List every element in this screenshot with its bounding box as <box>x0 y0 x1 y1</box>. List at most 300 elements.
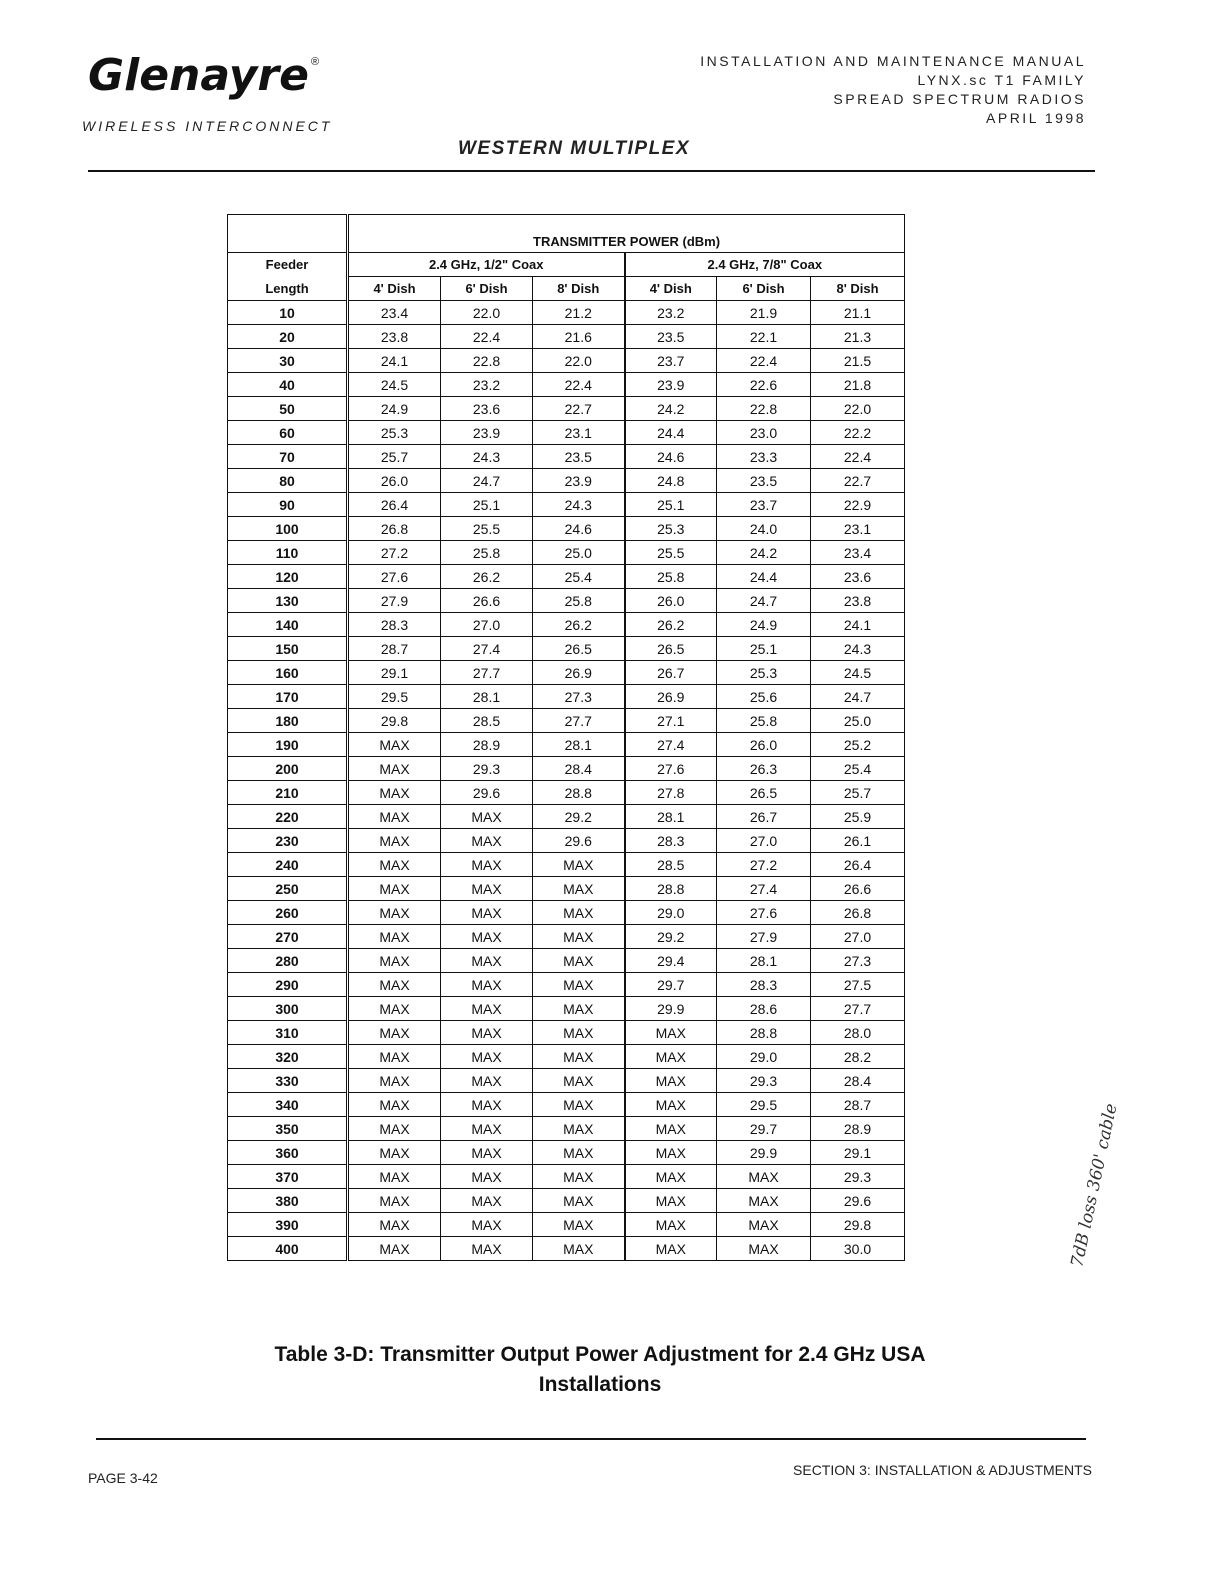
company-name: WESTERN MULTIPLEX <box>458 138 691 159</box>
power-value-cell: 27.6 <box>717 901 811 925</box>
power-value-cell: MAX <box>348 1069 441 1093</box>
power-value-cell: 28.3 <box>717 973 811 997</box>
table-row <box>228 949 905 973</box>
feeder-length-cell: 270 <box>228 925 348 949</box>
logo-tagline: WIRELESS INTERCONNECT <box>82 118 333 134</box>
dish-header: 4' Dish <box>625 277 717 301</box>
power-value-cell: 23.2 <box>441 373 533 397</box>
table-row <box>228 829 905 853</box>
power-value-cell: 28.8 <box>625 877 717 901</box>
power-value-cell: 27.8 <box>625 781 717 805</box>
power-value-cell: 28.7 <box>348 637 441 661</box>
power-value-cell: MAX <box>348 925 441 949</box>
table-row <box>228 1165 905 1189</box>
power-value-cell: 29.1 <box>811 1141 905 1165</box>
power-value-cell: 27.4 <box>717 877 811 901</box>
table-row <box>228 301 905 325</box>
dish-header-row <box>228 277 905 301</box>
table-row <box>228 1141 905 1165</box>
power-value-cell: 27.3 <box>811 949 905 973</box>
power-value-cell: 22.2 <box>811 421 905 445</box>
logo-wordmark: Glenayre <box>88 50 309 101</box>
power-value-cell: 28.5 <box>625 853 717 877</box>
power-value-cell: 26.9 <box>533 661 625 685</box>
power-value-cell: 28.4 <box>811 1069 905 1093</box>
power-value-cell: MAX <box>348 901 441 925</box>
dish-header: 4' Dish <box>348 277 441 301</box>
group-header-row <box>228 253 905 277</box>
power-value-cell: MAX <box>533 1069 625 1093</box>
power-value-cell: MAX <box>348 997 441 1021</box>
table-row <box>228 781 905 805</box>
power-value-cell: MAX <box>348 1237 441 1261</box>
power-value-cell: 28.8 <box>533 781 625 805</box>
table-row <box>228 661 905 685</box>
feeder-length-cell: 300 <box>228 997 348 1021</box>
dish-header: 6' Dish <box>441 277 533 301</box>
power-value-cell: 24.2 <box>717 541 811 565</box>
power-value-cell: 23.7 <box>717 493 811 517</box>
feeder-length-cell: 290 <box>228 973 348 997</box>
power-value-cell: MAX <box>717 1165 811 1189</box>
power-value-cell: MAX <box>717 1213 811 1237</box>
table-row <box>228 1189 905 1213</box>
power-value-cell: MAX <box>441 949 533 973</box>
power-value-cell: 26.3 <box>717 757 811 781</box>
group-header-7-8-inch: 2.4 GHz, 7/8" Coax <box>625 253 905 277</box>
power-value-cell: MAX <box>441 853 533 877</box>
power-value-cell: MAX <box>348 877 441 901</box>
power-value-cell: MAX <box>625 1093 717 1117</box>
power-value-cell: 27.3 <box>533 685 625 709</box>
power-value-cell: 26.2 <box>533 613 625 637</box>
feeder-length-cell: 100 <box>228 517 348 541</box>
power-value-cell: 23.9 <box>533 469 625 493</box>
table-row <box>228 1213 905 1237</box>
feeder-length-cell: 390 <box>228 1213 348 1237</box>
power-value-cell: MAX <box>441 1141 533 1165</box>
power-value-cell: 29.9 <box>717 1141 811 1165</box>
page-number: PAGE 3-42 <box>88 1470 158 1486</box>
power-value-cell: 25.7 <box>348 445 441 469</box>
power-value-cell: 23.0 <box>717 421 811 445</box>
feeder-header: Feeder <box>228 253 348 277</box>
power-value-cell: 21.2 <box>533 301 625 325</box>
power-value-cell: MAX <box>625 1117 717 1141</box>
power-value-cell: MAX <box>717 1237 811 1261</box>
power-value-cell: 29.6 <box>811 1189 905 1213</box>
table-row <box>228 877 905 901</box>
table-row <box>228 1237 905 1261</box>
table-row <box>228 397 905 421</box>
power-value-cell: 28.1 <box>441 685 533 709</box>
table-row <box>228 589 905 613</box>
power-value-cell: 23.8 <box>348 325 441 349</box>
power-value-cell: 25.8 <box>441 541 533 565</box>
power-value-cell: 23.8 <box>811 589 905 613</box>
power-value-cell: 22.4 <box>533 373 625 397</box>
power-value-cell: MAX <box>625 1069 717 1093</box>
table-row <box>228 565 905 589</box>
power-value-cell: 29.4 <box>625 949 717 973</box>
power-value-cell: MAX <box>441 997 533 1021</box>
power-value-cell: MAX <box>533 949 625 973</box>
table-caption <box>200 1340 1000 1400</box>
power-value-cell: 28.4 <box>533 757 625 781</box>
power-value-cell: MAX <box>533 1165 625 1189</box>
table-row <box>228 493 905 517</box>
feeder-length-cell: 180 <box>228 709 348 733</box>
power-value-cell: 29.2 <box>625 925 717 949</box>
power-value-cell: 29.0 <box>717 1045 811 1069</box>
power-value-cell: MAX <box>348 733 441 757</box>
feeder-length-cell: 210 <box>228 781 348 805</box>
power-value-cell: MAX <box>533 877 625 901</box>
corner-cell <box>228 215 348 253</box>
power-value-cell: MAX <box>533 1093 625 1117</box>
power-value-cell: 25.8 <box>625 565 717 589</box>
power-value-cell: MAX <box>441 973 533 997</box>
feeder-length-cell: 360 <box>228 1141 348 1165</box>
power-value-cell: MAX <box>348 973 441 997</box>
power-value-cell: 26.2 <box>625 613 717 637</box>
table-row <box>228 469 905 493</box>
power-value-cell: MAX <box>441 1165 533 1189</box>
table-row <box>228 901 905 925</box>
power-value-cell: 21.8 <box>811 373 905 397</box>
power-value-cell: MAX <box>348 1141 441 1165</box>
power-value-cell: 26.0 <box>348 469 441 493</box>
table-row <box>228 925 905 949</box>
section-label: SECTION 3: INSTALLATION & ADJUSTMENTS <box>793 1462 1092 1478</box>
power-value-cell: 22.4 <box>441 325 533 349</box>
power-value-cell: 22.4 <box>717 349 811 373</box>
power-value-cell: MAX <box>441 1189 533 1213</box>
power-value-cell: MAX <box>348 1045 441 1069</box>
power-value-cell: 28.8 <box>717 1021 811 1045</box>
power-value-cell: 28.1 <box>717 949 811 973</box>
power-value-cell: 24.3 <box>811 637 905 661</box>
power-value-cell: 24.9 <box>348 397 441 421</box>
power-value-cell: MAX <box>533 925 625 949</box>
feeder-length-cell: 350 <box>228 1117 348 1141</box>
power-value-cell: 27.9 <box>717 925 811 949</box>
feeder-length-cell: 50 <box>228 397 348 421</box>
power-value-cell: 29.3 <box>717 1069 811 1093</box>
feeder-length-cell: 80 <box>228 469 348 493</box>
manual-line: SPREAD SPECTRUM RADIOS <box>833 91 1086 107</box>
power-value-cell: 27.6 <box>625 757 717 781</box>
power-value-cell: 24.6 <box>625 445 717 469</box>
power-value-cell: 24.9 <box>717 613 811 637</box>
power-value-cell: 22.1 <box>717 325 811 349</box>
power-value-cell: 23.9 <box>625 373 717 397</box>
header-divider <box>88 170 1095 172</box>
power-value-cell: 27.9 <box>348 589 441 613</box>
power-value-cell: 26.5 <box>717 781 811 805</box>
power-value-cell: 21.6 <box>533 325 625 349</box>
power-value-cell: MAX <box>625 1165 717 1189</box>
power-value-cell: 23.4 <box>348 301 441 325</box>
table-row <box>228 997 905 1021</box>
power-value-cell: 25.4 <box>811 757 905 781</box>
power-value-cell: 23.6 <box>811 565 905 589</box>
feeder-length-cell: 230 <box>228 829 348 853</box>
power-value-cell: 24.7 <box>717 589 811 613</box>
power-value-cell: MAX <box>533 973 625 997</box>
table-row <box>228 325 905 349</box>
table-row <box>228 637 905 661</box>
power-value-cell: MAX <box>533 1141 625 1165</box>
power-value-cell: 28.0 <box>811 1021 905 1045</box>
power-value-cell: 21.5 <box>811 349 905 373</box>
power-value-cell: 29.3 <box>811 1165 905 1189</box>
table-row <box>228 853 905 877</box>
power-value-cell: 26.4 <box>348 493 441 517</box>
power-value-cell: 22.7 <box>533 397 625 421</box>
power-value-cell: 22.8 <box>441 349 533 373</box>
handwritten-annotation <box>1020 1090 1122 1280</box>
power-value-cell: MAX <box>533 1213 625 1237</box>
table-title-row <box>228 215 905 253</box>
feeder-length-cell: 250 <box>228 877 348 901</box>
power-value-cell: 26.2 <box>441 565 533 589</box>
power-value-cell: 26.0 <box>625 589 717 613</box>
table-row <box>228 805 905 829</box>
power-value-cell: 22.0 <box>811 397 905 421</box>
feeder-length-cell: 20 <box>228 325 348 349</box>
feeder-length-cell: 220 <box>228 805 348 829</box>
feeder-length-cell: 170 <box>228 685 348 709</box>
dish-header: 6' Dish <box>717 277 811 301</box>
feeder-length-cell: 190 <box>228 733 348 757</box>
power-value-cell: MAX <box>533 997 625 1021</box>
power-value-cell: 25.5 <box>625 541 717 565</box>
power-value-cell: 27.2 <box>717 853 811 877</box>
feeder-length-cell: 160 <box>228 661 348 685</box>
power-value-cell: MAX <box>625 1141 717 1165</box>
power-value-cell: MAX <box>348 781 441 805</box>
power-value-cell: 22.9 <box>811 493 905 517</box>
power-value-cell: MAX <box>717 1189 811 1213</box>
power-value-cell: 29.8 <box>348 709 441 733</box>
feeder-length-cell: 320 <box>228 1045 348 1069</box>
power-value-cell: 24.4 <box>625 421 717 445</box>
feeder-length-cell: 150 <box>228 637 348 661</box>
power-value-cell: 24.7 <box>811 685 905 709</box>
power-value-cell: MAX <box>348 1189 441 1213</box>
power-value-cell: 26.4 <box>811 853 905 877</box>
length-header: Length <box>228 277 348 301</box>
power-table-container <box>227 214 907 1261</box>
power-value-cell: MAX <box>533 1237 625 1261</box>
power-value-cell: MAX <box>441 1045 533 1069</box>
power-value-cell: 25.1 <box>441 493 533 517</box>
power-value-cell: MAX <box>441 805 533 829</box>
power-value-cell: 29.7 <box>625 973 717 997</box>
power-value-cell: 23.5 <box>717 469 811 493</box>
power-value-cell: 22.0 <box>441 301 533 325</box>
power-value-cell: 25.3 <box>625 517 717 541</box>
power-value-cell: MAX <box>625 1237 717 1261</box>
table-row <box>228 1093 905 1117</box>
power-value-cell: MAX <box>533 1117 625 1141</box>
feeder-length-cell: 140 <box>228 613 348 637</box>
power-value-cell: MAX <box>441 925 533 949</box>
table-row <box>228 373 905 397</box>
feeder-length-cell: 200 <box>228 757 348 781</box>
table-row <box>228 1117 905 1141</box>
power-value-cell: 27.7 <box>441 661 533 685</box>
manual-line: APRIL 1998 <box>986 110 1086 126</box>
power-value-cell: 27.4 <box>625 733 717 757</box>
transmitter-power-table <box>227 214 905 1261</box>
table-row <box>228 517 905 541</box>
power-value-cell: 28.2 <box>811 1045 905 1069</box>
power-value-cell: MAX <box>625 1045 717 1069</box>
power-value-cell: 29.6 <box>533 829 625 853</box>
power-value-cell: 26.9 <box>625 685 717 709</box>
power-value-cell: 25.3 <box>348 421 441 445</box>
power-value-cell: 25.1 <box>717 637 811 661</box>
power-value-cell: 27.7 <box>533 709 625 733</box>
power-value-cell: 29.6 <box>441 781 533 805</box>
feeder-length-cell: 40 <box>228 373 348 397</box>
power-value-cell: 27.7 <box>811 997 905 1021</box>
power-value-cell: 24.2 <box>625 397 717 421</box>
dish-header: 8' Dish <box>533 277 625 301</box>
feeder-length-cell: 60 <box>228 421 348 445</box>
power-value-cell: MAX <box>348 805 441 829</box>
power-value-cell: 26.5 <box>625 637 717 661</box>
power-value-cell: 28.1 <box>625 805 717 829</box>
power-value-cell: 28.3 <box>625 829 717 853</box>
feeder-length-cell: 240 <box>228 853 348 877</box>
power-value-cell: 23.4 <box>811 541 905 565</box>
power-value-cell: 23.3 <box>717 445 811 469</box>
power-value-cell: 25.3 <box>717 661 811 685</box>
power-value-cell: 27.0 <box>441 613 533 637</box>
power-value-cell: 28.6 <box>717 997 811 1021</box>
power-value-cell: 25.5 <box>441 517 533 541</box>
power-value-cell: MAX <box>625 1021 717 1045</box>
power-value-cell: MAX <box>348 853 441 877</box>
power-value-cell: MAX <box>441 901 533 925</box>
table-row <box>228 613 905 637</box>
power-value-cell: 28.9 <box>811 1117 905 1141</box>
power-value-cell: 23.9 <box>441 421 533 445</box>
power-value-cell: 26.8 <box>348 517 441 541</box>
power-value-cell: 22.8 <box>717 397 811 421</box>
table-row <box>228 1021 905 1045</box>
power-value-cell: MAX <box>441 1213 533 1237</box>
power-value-cell: 24.8 <box>625 469 717 493</box>
power-value-cell: 27.1 <box>625 709 717 733</box>
power-value-cell: 24.5 <box>811 661 905 685</box>
power-value-cell: 26.0 <box>717 733 811 757</box>
power-value-cell: MAX <box>441 1093 533 1117</box>
feeder-length-cell: 110 <box>228 541 348 565</box>
feeder-length-cell: 280 <box>228 949 348 973</box>
power-value-cell: 24.1 <box>811 613 905 637</box>
power-value-cell: 25.4 <box>533 565 625 589</box>
power-value-cell: 29.7 <box>717 1117 811 1141</box>
power-value-cell: MAX <box>348 829 441 853</box>
power-value-cell: MAX <box>625 1213 717 1237</box>
power-value-cell: 24.1 <box>348 349 441 373</box>
power-value-cell: MAX <box>533 901 625 925</box>
feeder-length-cell: 380 <box>228 1189 348 1213</box>
power-value-cell: 21.9 <box>717 301 811 325</box>
table-row <box>228 709 905 733</box>
power-value-cell: 28.5 <box>441 709 533 733</box>
handwritten-note-text: 7dB loss 360' cable <box>1067 1101 1122 1270</box>
table-row <box>228 757 905 781</box>
power-value-cell: MAX <box>441 1021 533 1045</box>
feeder-length-cell: 30 <box>228 349 348 373</box>
feeder-length-cell: 310 <box>228 1021 348 1045</box>
power-value-cell: 26.7 <box>625 661 717 685</box>
power-value-cell: 25.6 <box>717 685 811 709</box>
power-value-cell: 28.9 <box>441 733 533 757</box>
power-value-cell: 25.9 <box>811 805 905 829</box>
power-value-cell: 23.1 <box>811 517 905 541</box>
power-value-cell: 29.3 <box>441 757 533 781</box>
power-value-cell: 27.0 <box>717 829 811 853</box>
company-logo <box>88 50 319 101</box>
power-value-cell: MAX <box>348 1117 441 1141</box>
power-value-cell: 27.2 <box>348 541 441 565</box>
power-value-cell: MAX <box>441 1237 533 1261</box>
power-value-cell: 25.0 <box>811 709 905 733</box>
power-value-cell: MAX <box>533 1021 625 1045</box>
power-value-cell: 24.3 <box>441 445 533 469</box>
table-body <box>228 301 905 1261</box>
power-value-cell: 23.5 <box>533 445 625 469</box>
power-value-cell: 25.8 <box>717 709 811 733</box>
power-value-cell: 26.5 <box>533 637 625 661</box>
power-value-cell: 27.0 <box>811 925 905 949</box>
power-value-cell: MAX <box>441 829 533 853</box>
caption-line: Table 3-D: Transmitter Output Power Adjustment for 2.4 GHz USA <box>274 1343 926 1366</box>
power-value-cell: 25.7 <box>811 781 905 805</box>
power-value-cell: 29.8 <box>811 1213 905 1237</box>
table-row <box>228 685 905 709</box>
table-row <box>228 1069 905 1093</box>
power-value-cell: MAX <box>348 1021 441 1045</box>
power-value-cell: MAX <box>441 1117 533 1141</box>
power-value-cell: 24.3 <box>533 493 625 517</box>
feeder-length-cell: 70 <box>228 445 348 469</box>
power-value-cell: 27.4 <box>441 637 533 661</box>
power-value-cell: 29.9 <box>625 997 717 1021</box>
power-value-cell: MAX <box>441 877 533 901</box>
power-value-cell: 22.7 <box>811 469 905 493</box>
power-value-cell: 26.8 <box>811 901 905 925</box>
group-header-half-inch: 2.4 GHz, 1/2" Coax <box>348 253 625 277</box>
power-value-cell: 28.1 <box>533 733 625 757</box>
manual-header <box>700 52 1086 128</box>
power-value-cell: 23.1 <box>533 421 625 445</box>
feeder-length-cell: 400 <box>228 1237 348 1261</box>
power-value-cell: 26.1 <box>811 829 905 853</box>
registered-mark: ® <box>310 56 320 68</box>
manual-line: INSTALLATION AND MAINTENANCE MANUAL <box>700 53 1086 69</box>
power-value-cell: 22.6 <box>717 373 811 397</box>
power-value-cell: 22.4 <box>811 445 905 469</box>
power-value-cell: MAX <box>348 1093 441 1117</box>
feeder-length-cell: 120 <box>228 565 348 589</box>
